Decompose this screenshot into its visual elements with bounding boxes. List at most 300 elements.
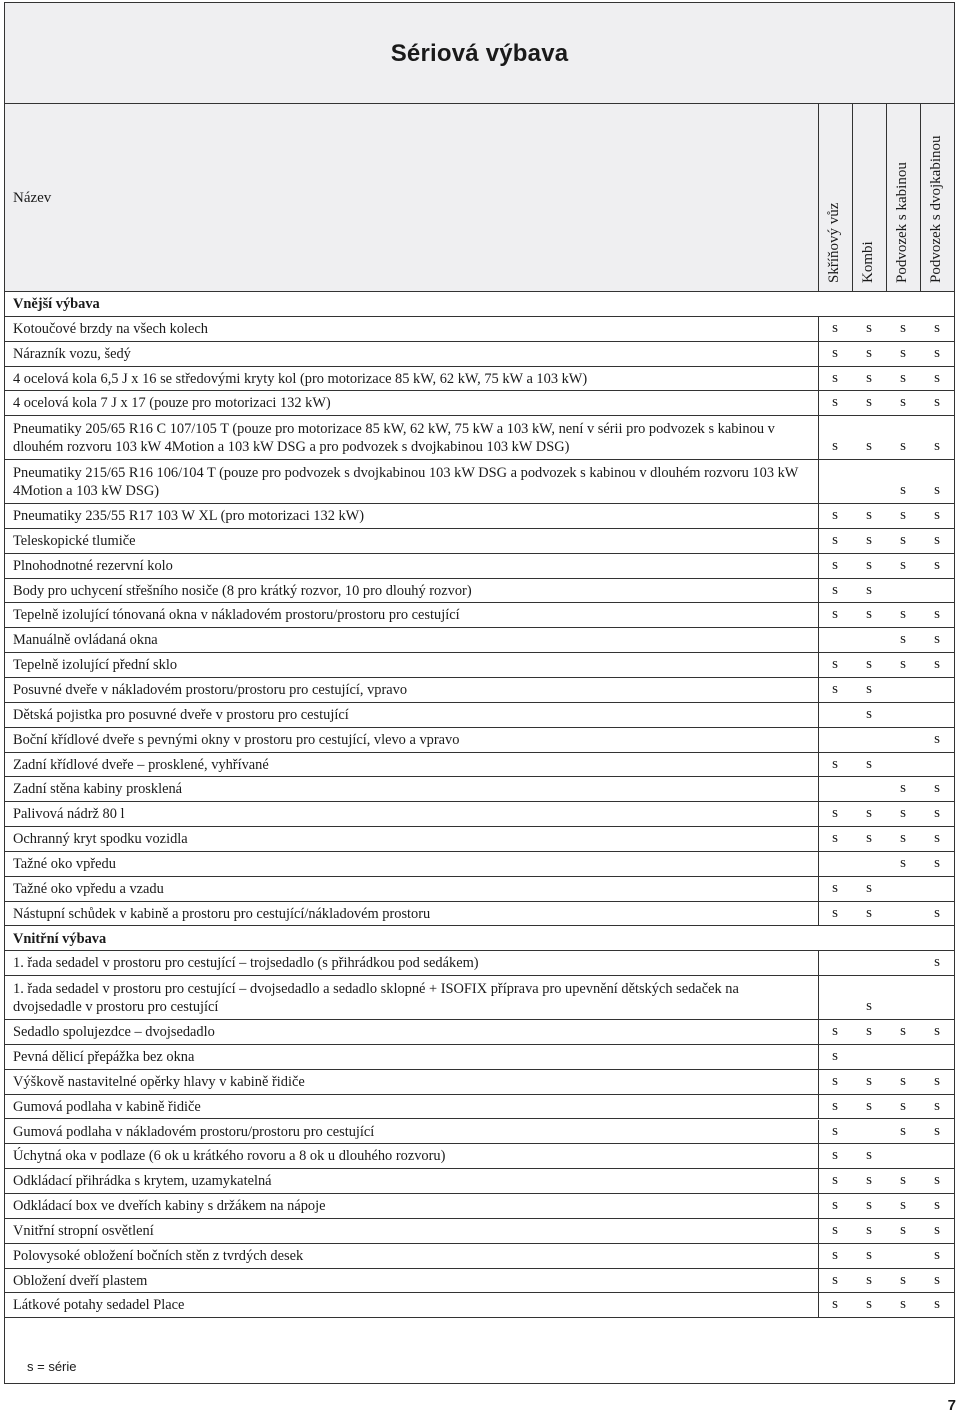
cell-value: s [900, 805, 906, 822]
cell-value: s [900, 482, 906, 499]
row-label: Plnohodnotné rezervní kolo [13, 557, 173, 574]
row-cells [818, 628, 954, 652]
value-cell [818, 554, 852, 578]
cell-value: s [866, 556, 872, 573]
row-label: Tepelně izolující přední sklo [13, 657, 178, 674]
cell-value: s [832, 830, 838, 847]
cell-value: s [900, 1221, 906, 1238]
page-number: 7 [947, 1397, 956, 1414]
value-cell [818, 1244, 852, 1268]
value-cell [852, 1269, 886, 1293]
cell-value: s [934, 1072, 940, 1089]
table-row [5, 1219, 954, 1244]
row-cells [818, 827, 954, 851]
table-row [5, 1070, 954, 1095]
value-cell [852, 777, 886, 801]
value-cell [818, 342, 852, 366]
row-cells [818, 1293, 954, 1317]
table-row [5, 777, 954, 802]
value-cell [886, 902, 920, 926]
value-cell [852, 1020, 886, 1044]
row-cells [818, 554, 954, 578]
value-cell [886, 1045, 920, 1069]
cell-value: s [934, 531, 940, 548]
row-label: Manuálně ovládaná okna [13, 632, 158, 649]
row-label: Pneumatiky 235/55 R17 103 W XL (pro motorizaci 132 kW) [13, 508, 365, 525]
table-row [5, 460, 954, 504]
value-cell [852, 653, 886, 677]
row-label: Body pro uchycení střešního nosiče (8 pro krátký rozvor, 10 pro dlouhý rozvor) [13, 582, 472, 599]
cell-value: s [900, 656, 906, 673]
cell-value: s [866, 656, 872, 673]
value-cell [852, 1194, 886, 1218]
value-cell [886, 1293, 920, 1317]
row-cells [818, 1244, 954, 1268]
row-label: 1. řada sedadel v prostoru pro cestující – dvojsedadlo a sedadlo sklopné + ISOFIX příprava pro upevnění dětských sedaček na dvojsedadle v prostoru pro cestující [13, 981, 739, 1016]
cell-value: s [934, 369, 940, 386]
value-cell [886, 951, 920, 975]
row-label: Kotoučové brzdy na všech kolech [13, 320, 209, 337]
row-cells [818, 1219, 954, 1243]
row-label: Gumová podlaha v kabině řidiče [13, 1098, 201, 1115]
cell-value: s [832, 1072, 838, 1089]
column-header-row [5, 104, 954, 292]
value-cell [852, 728, 886, 752]
cell-value: s [900, 1023, 906, 1040]
value-cell [886, 827, 920, 851]
value-cell [920, 342, 954, 366]
cell-value: s [900, 438, 906, 455]
value-cell [886, 728, 920, 752]
cell-value: s [934, 1097, 940, 1114]
cell-divider [818, 951, 819, 975]
value-cell [818, 951, 852, 975]
cell-value: s [866, 830, 872, 847]
row-cells [818, 317, 954, 341]
cell-value: s [934, 1122, 940, 1139]
cell-value: s [866, 1271, 872, 1288]
cell-divider [818, 1144, 819, 1168]
value-cell [852, 342, 886, 366]
table-row [5, 902, 954, 927]
cell-value: s [832, 1023, 838, 1040]
value-cell [818, 1045, 852, 1069]
cell-value: s [934, 1296, 940, 1313]
row-label: Tažné oko vpředu a vzadu [13, 880, 164, 897]
cell-divider [818, 603, 819, 627]
cell-value: s [832, 904, 838, 921]
cell-divider [818, 1269, 819, 1293]
table-row [5, 1045, 954, 1070]
cell-value: s [866, 998, 872, 1015]
cell-value: s [866, 1023, 872, 1040]
cell-divider [818, 529, 819, 553]
value-cell [818, 1293, 852, 1317]
cell-value: s [832, 1296, 838, 1313]
cell-value: s [900, 780, 906, 797]
row-cells [818, 529, 954, 553]
cell-value: s [934, 1246, 940, 1263]
row-cells [818, 703, 954, 727]
page-title: Sériová výbava [390, 40, 569, 67]
cell-divider [818, 1045, 819, 1069]
cell-value: s [900, 369, 906, 386]
value-cell [886, 460, 920, 503]
name-column-header: Název [13, 190, 52, 206]
row-label: Posuvné dveře v nákladovém prostoru/prostoru pro cestující, vpravo [13, 682, 408, 698]
value-cell [920, 1293, 954, 1317]
value-cell [818, 391, 852, 415]
cell-value: s [934, 854, 940, 871]
cell-value: s [866, 438, 872, 455]
row-cells [818, 653, 954, 677]
row-cells [818, 579, 954, 603]
value-cell [886, 579, 920, 603]
row-cells [818, 504, 954, 528]
row-cells [818, 1120, 954, 1144]
cell-divider [818, 703, 819, 727]
value-cell [852, 1293, 886, 1317]
value-cell [818, 529, 852, 553]
value-cell [886, 416, 920, 459]
cell-value: s [900, 631, 906, 648]
value-cell [886, 976, 920, 1019]
value-cell [886, 877, 920, 901]
value-cell [852, 460, 886, 503]
value-cell [886, 753, 920, 777]
cell-value: s [934, 1271, 940, 1288]
row-cells [818, 877, 954, 901]
table-row [5, 1269, 954, 1294]
value-cell [920, 1070, 954, 1094]
value-cell [920, 554, 954, 578]
table-row [5, 678, 954, 703]
value-cell [886, 391, 920, 415]
value-cell [920, 653, 954, 677]
cell-divider [818, 628, 819, 652]
table-row [5, 416, 954, 460]
cell-divider [818, 1169, 819, 1193]
row-label: Látkové potahy sedadel Place [13, 1297, 185, 1314]
cell-value: s [832, 1221, 838, 1238]
cell-value: s [866, 705, 872, 722]
table-row [5, 1169, 954, 1194]
cell-value: s [934, 482, 940, 499]
cell-value: s [866, 344, 872, 361]
value-cell [920, 728, 954, 752]
cell-value: s [832, 507, 838, 524]
row-label: Tažné oko vpředu [13, 855, 116, 872]
row-label: Gumová podlaha v nákladovém prostoru/prostoru pro cestující [13, 1123, 375, 1140]
table-row [5, 1293, 954, 1318]
value-cell [920, 753, 954, 777]
cell-divider [818, 416, 819, 459]
row-cells [818, 1269, 954, 1293]
cell-value: s [900, 1172, 906, 1189]
value-cell [818, 852, 852, 876]
cell-value: s [832, 606, 838, 623]
value-cell [920, 391, 954, 415]
value-cell [886, 1269, 920, 1293]
cell-value: s [866, 904, 872, 921]
cell-value: s [934, 830, 940, 847]
value-cell [852, 603, 886, 627]
cell-value: s [832, 681, 838, 697]
value-cell [818, 416, 852, 459]
table-row [5, 1194, 954, 1219]
cell-value: s [934, 1172, 940, 1189]
value-cell [920, 827, 954, 851]
row-label: Polovysoké obložení bočních stěn z tvrdých desek [13, 1247, 304, 1264]
value-cell [886, 317, 920, 341]
cell-value: s [866, 394, 872, 411]
table-row [5, 976, 954, 1020]
value-cell [920, 579, 954, 603]
value-cell [920, 504, 954, 528]
cell-value: s [832, 1172, 838, 1189]
section-title: Vnější výbava [13, 296, 100, 312]
cell-value: s [866, 755, 872, 772]
row-label: Ochranný kryt spodku vozidla [13, 831, 188, 848]
cell-value: s [934, 438, 940, 455]
value-cell [818, 753, 852, 777]
value-cell [886, 1169, 920, 1193]
row-cells [818, 1169, 954, 1193]
value-cell [920, 703, 954, 727]
value-cell [886, 367, 920, 391]
cell-divider [818, 342, 819, 366]
cell-value: s [934, 344, 940, 361]
cell-value: s [934, 805, 940, 822]
cell-value: s [832, 438, 838, 455]
value-cell [818, 317, 852, 341]
cell-value: s [900, 830, 906, 847]
cell-value: s [832, 805, 838, 822]
value-cell [886, 1120, 920, 1144]
row-label: 4 ocelová kola 6,5 J x 16 se středovými kryty kol (pro motorizace 85 kW, 62 kW, 75 kW a 103 kW) [13, 370, 588, 387]
value-cell [852, 529, 886, 553]
cell-value: s [832, 755, 838, 772]
value-cell [818, 1169, 852, 1193]
value-cell [818, 1095, 852, 1119]
cell-value: s [866, 805, 872, 822]
cell-value: s [866, 606, 872, 623]
value-cell [852, 753, 886, 777]
cell-value: s [934, 606, 940, 623]
cell-divider [818, 1244, 819, 1268]
cell-divider [818, 802, 819, 826]
value-cell [818, 460, 852, 503]
table-row [5, 1120, 954, 1145]
section-header-row [5, 927, 954, 952]
value-cell [920, 802, 954, 826]
cell-divider [818, 976, 819, 1019]
value-cell [818, 603, 852, 627]
value-cell [818, 367, 852, 391]
value-cell [920, 416, 954, 459]
column-header-kombi: Kombi [852, 104, 886, 291]
value-cell [852, 902, 886, 926]
table-row [5, 1244, 954, 1269]
row-cells [818, 1095, 954, 1119]
cell-divider [818, 852, 819, 876]
value-cell [886, 504, 920, 528]
table-row [5, 1020, 954, 1045]
cell-value: s [900, 854, 906, 871]
value-cell [886, 529, 920, 553]
table-row [5, 367, 954, 392]
table-row [5, 391, 954, 416]
value-cell [920, 1045, 954, 1069]
cell-value: s [934, 904, 940, 921]
cell-value: s [832, 1197, 838, 1214]
row-label: Teleskopické tlumiče [13, 532, 136, 549]
cell-divider [818, 753, 819, 777]
value-cell [818, 504, 852, 528]
value-cell [852, 1144, 886, 1168]
table-row [5, 1144, 954, 1169]
value-cell [818, 1144, 852, 1168]
row-label: Vnitřní stropní osvětlení [13, 1222, 154, 1239]
value-cell [852, 628, 886, 652]
cell-value: s [866, 507, 872, 524]
cell-value: s [866, 531, 872, 548]
value-cell [818, 728, 852, 752]
table-row [5, 703, 954, 728]
value-cell [818, 653, 852, 677]
value-cell [852, 678, 886, 702]
row-label: Zadní křídlové dveře – prosklené, vyhřívané [13, 756, 269, 773]
value-cell [852, 951, 886, 975]
value-cell [886, 1095, 920, 1119]
row-cells [818, 1144, 954, 1168]
cell-value: s [866, 1296, 872, 1313]
cell-value: s [900, 319, 906, 336]
value-cell [920, 678, 954, 702]
cell-divider [818, 367, 819, 391]
value-cell [852, 1045, 886, 1069]
table-row [5, 342, 954, 367]
value-cell [818, 678, 852, 702]
row-label: Palivová nádrž 80 l [13, 806, 125, 823]
row-cells [818, 391, 954, 415]
cell-divider [818, 460, 819, 503]
cell-value: s [832, 319, 838, 336]
row-cells [818, 460, 954, 503]
cell-divider [818, 777, 819, 801]
cell-value: s [934, 556, 940, 573]
value-cell [886, 852, 920, 876]
value-cell [920, 1144, 954, 1168]
value-cell [886, 1219, 920, 1243]
table-row [5, 852, 954, 877]
cell-divider [818, 391, 819, 415]
value-cell [818, 877, 852, 901]
cell-value: s [934, 394, 940, 411]
cell-value: s [866, 681, 872, 697]
cell-divider [818, 1219, 819, 1243]
cell-value: s [934, 954, 940, 971]
cell-value: s [934, 780, 940, 797]
table-row [5, 1095, 954, 1120]
row-label: Obložení dveří plastem [13, 1272, 148, 1289]
row-label: 1. řada sedadel v prostoru pro cestující – trojsedadlo (s přihrádkou pod sedákem) [13, 955, 479, 972]
value-cell [818, 1120, 852, 1144]
cell-value: s [866, 319, 872, 336]
cell-value: s [934, 730, 940, 747]
row-label: 4 ocelová kola 7 J x 17 (pouze pro motorizaci 132 kW) [13, 395, 331, 412]
value-cell [852, 391, 886, 415]
row-label: Tepelně izolující tónovaná okna v nákladovém prostoru/prostoru pro cestující [13, 607, 460, 624]
table-row [5, 753, 954, 778]
value-cell [818, 579, 852, 603]
row-cells [818, 1194, 954, 1218]
value-cell [818, 703, 852, 727]
cell-value: s [900, 344, 906, 361]
value-cell [886, 777, 920, 801]
value-cell [818, 1269, 852, 1293]
row-cells [818, 1045, 954, 1069]
cell-value: s [934, 1197, 940, 1214]
row-label: Výškově nastavitelné opěrky hlavy v kabině řidiče [13, 1073, 305, 1090]
cell-value: s [900, 394, 906, 411]
value-cell [818, 902, 852, 926]
cell-value: s [832, 581, 838, 598]
cell-divider [818, 1293, 819, 1317]
cell-value: s [900, 1271, 906, 1288]
value-cell [920, 951, 954, 975]
row-cells [818, 951, 954, 975]
section-title: Vnitřní výbava [13, 930, 107, 947]
value-cell [886, 1144, 920, 1168]
value-cell [886, 1194, 920, 1218]
value-cell [818, 976, 852, 1019]
table-row [5, 529, 954, 554]
value-cell [852, 579, 886, 603]
value-cell [920, 529, 954, 553]
row-cells [818, 753, 954, 777]
value-cell [920, 1120, 954, 1144]
table-row [5, 728, 954, 753]
table-row [5, 653, 954, 678]
row-cells [818, 777, 954, 801]
cell-value: s [866, 1172, 872, 1189]
value-cell [852, 852, 886, 876]
row-label: Odkládací přihrádka s krytem, uzamykatelná [13, 1173, 272, 1190]
cell-value: s [866, 369, 872, 386]
cell-divider [818, 1020, 819, 1044]
row-cells [818, 1070, 954, 1094]
cell-value: s [832, 556, 838, 573]
value-cell [920, 1269, 954, 1293]
value-cell [852, 1070, 886, 1094]
cell-value: s [934, 1221, 940, 1238]
cell-divider [818, 554, 819, 578]
cell-value: s [934, 1023, 940, 1040]
cell-value: s [900, 1122, 906, 1139]
value-cell [852, 827, 886, 851]
table-row [5, 628, 954, 653]
value-cell [920, 1020, 954, 1044]
cell-value: s [934, 656, 940, 673]
row-cells [818, 1020, 954, 1044]
cell-value: s [900, 507, 906, 524]
row-label: Zadní stěna kabiny prosklená [13, 781, 183, 798]
value-cell [920, 1095, 954, 1119]
table-row [5, 554, 954, 579]
cell-value: s [900, 1296, 906, 1313]
cell-divider [818, 728, 819, 752]
